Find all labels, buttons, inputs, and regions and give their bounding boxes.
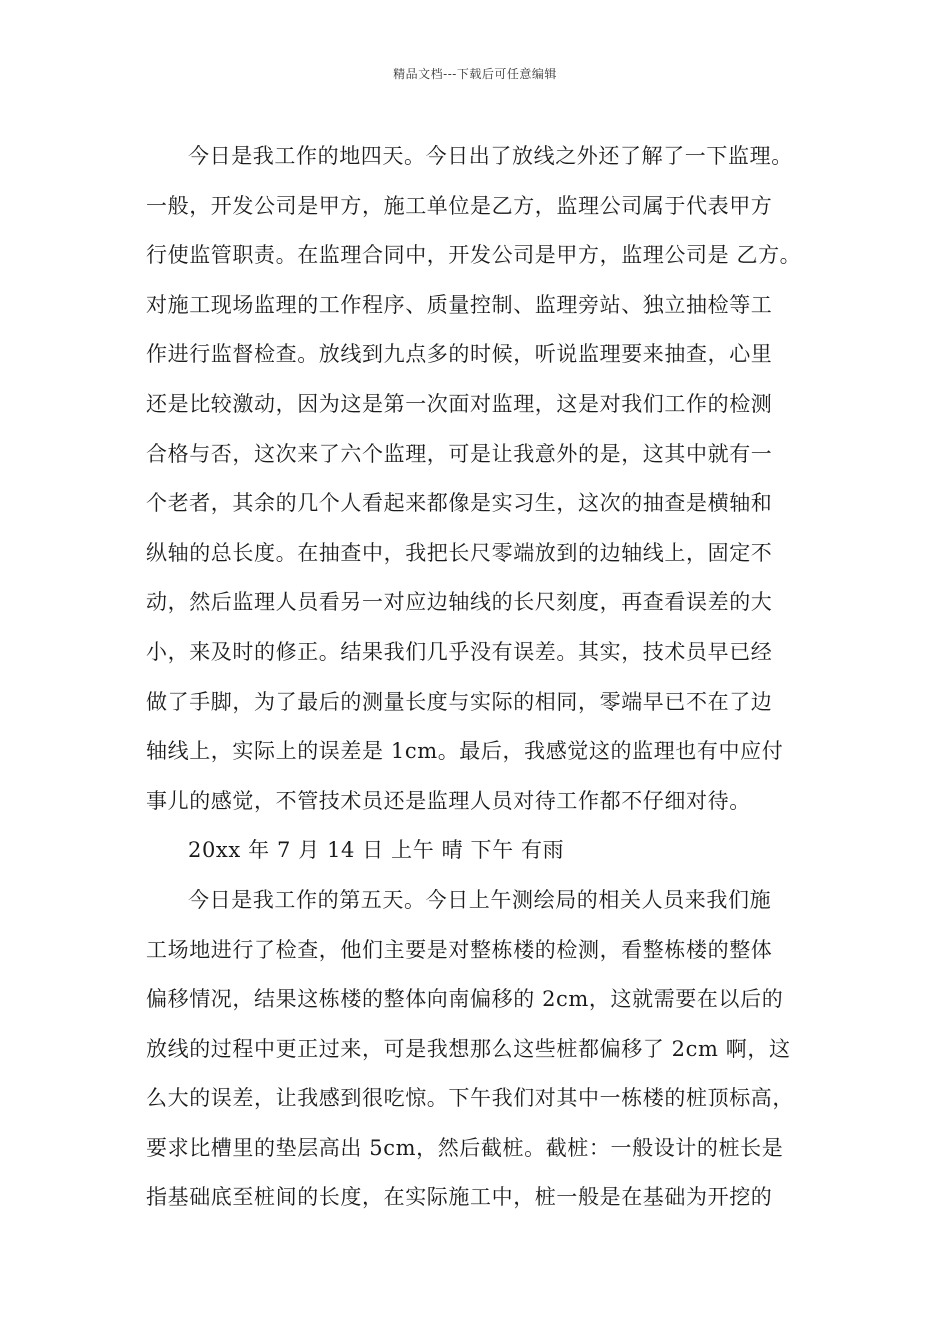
paragraph-line: 轴线上，实际上的误差是 1cm。最后，我感觉这的监理也有中应付 [146, 739, 784, 764]
paragraph-line: 今日是我工作的地四天。今日出了放线之外还了解了一下监理。 [188, 144, 793, 168]
paragraph-line: 还是比较激动，因为这是第一次面对监理，这是对我们工作的检测 [146, 391, 773, 416]
paragraph-line: 事儿的感觉，不管技术员还是监理人员对待工作都不仔细对待。 [146, 788, 751, 813]
paragraph-line: 个老者，其余的几个人看起来都像是实习生，这次的抽查是横轴和 [146, 491, 773, 516]
paragraph-line: 行使监管职责。在监理合同中，开发公司是甲方，监理公司是 乙方。 [146, 243, 802, 268]
document-body [146, 132, 806, 1223]
paragraph-line: 今日是我工作的第五天。今日上午测绘局的相关人员来我们施 [188, 887, 772, 912]
paragraph-line: 作进行监督检查。放线到九点多的时候，听说监理要来抽查，心里 [146, 342, 773, 367]
page-header: 精品文档---下载后可任意编辑 [393, 67, 557, 81]
paragraph-line: 纵轴的总长度。在抽查中，我把长尺零端放到的边轴线上，固定不 [146, 540, 773, 565]
paragraph-line: 放线的过程中更正过来，可是我想那么这些桩都偏移了 2cm 啊，这 [146, 1036, 791, 1061]
paragraph-line: 一般，开发公司是甲方，施工单位是乙方，监理公司属于代表甲方 [146, 193, 773, 218]
paragraph-line: 指基础底至桩间的长度，在实际施工中，桩一般是在基础为开挖的 [146, 1185, 773, 1210]
paragraph-line: 动，然后监理人员看另一对应边轴线的长尺刻度，再查看误差的大 [146, 590, 773, 615]
paragraph-line: 么大的误差，让我感到很吃惊。下午我们对其中一栋楼的桩顶标高， [146, 1086, 794, 1111]
paragraph-line: 小，来及时的修正。结果我们几乎没有误差。其实，技术员早已经 [146, 639, 773, 664]
date-heading: 20xx 年 7 月 14 日 上午 晴 下午 有雨 [188, 838, 565, 863]
paragraph-line: 合格与否，这次来了六个监理，可是让我意外的是，这其中就有一 [146, 441, 773, 466]
paragraph-line: 要求比槽里的垫层高出 5cm，然后截桩。截桩：一般设计的桩长是 [146, 1135, 784, 1160]
paragraph-line: 偏移情况，结果这栋楼的整体向南偏移的 2cm，这就需要在以后的 [146, 987, 784, 1012]
paragraph-line: 对施工现场监理的工作程序、质量控制、监理旁站、独立抽检等工 [146, 292, 773, 317]
paragraph-line: 工场地进行了检查，他们主要是对整栋楼的检测，看整栋楼的整体 [146, 937, 773, 962]
paragraph-line: 做了手脚，为了最后的测量长度与实际的相同，零端早已不在了边 [146, 689, 773, 714]
